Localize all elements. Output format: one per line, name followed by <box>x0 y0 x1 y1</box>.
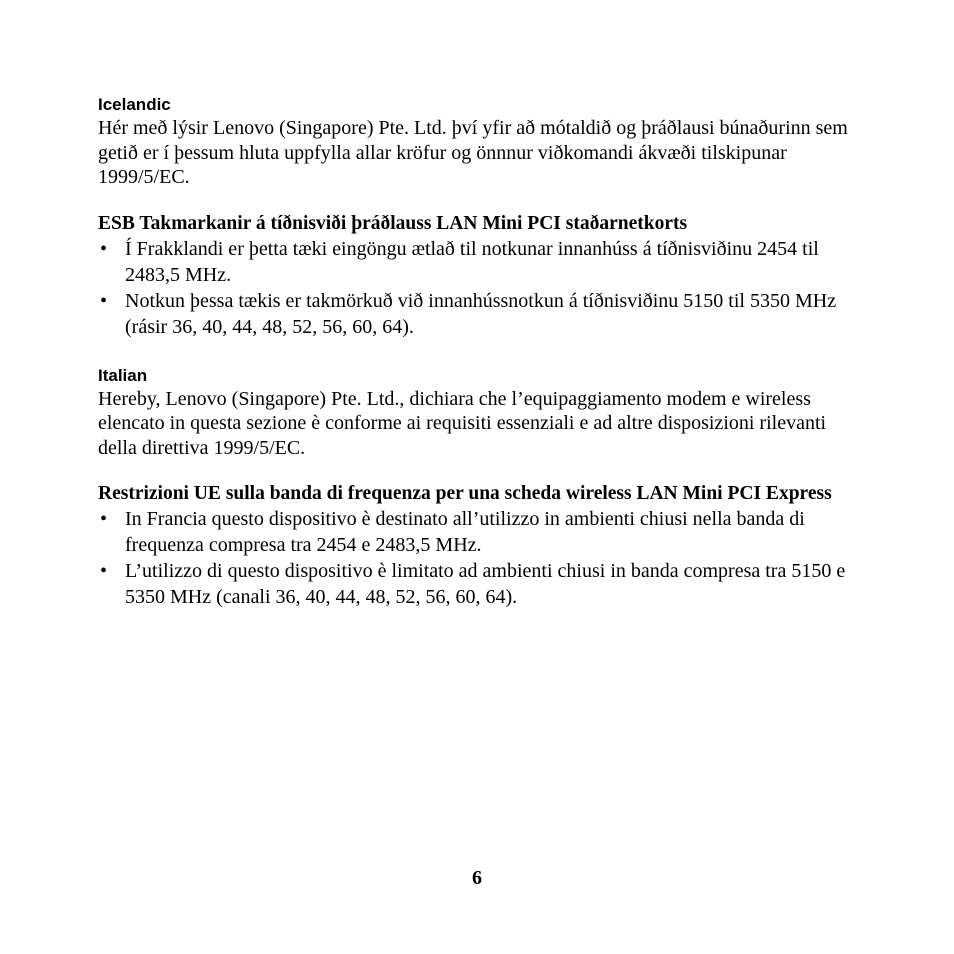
page-number: 6 <box>472 867 482 889</box>
section-subheading: ESB Takmarkanir á tíðnisviði þráðlauss LAN Mini PCI staðarnetkorts <box>98 212 688 234</box>
section-italian <box>98 365 868 611</box>
list-item-text: Í Frakklandi er þetta tæki eingöngu ætlað til notkunar innanhúss á tíðnisviðinu 2454 til 2483,5 MHz. <box>125 237 819 286</box>
section-paragraph: Hereby, Lenovo (Singapore) Pte. Ltd., dichiara che l’equipaggiamento modem e wireless elencato in questa sezione è conforme ai requisiti essenziali e ad altre disposizioni rilevanti della direttiva 1999/5/EC. <box>98 387 827 459</box>
list-item <box>98 506 868 558</box>
list-item <box>98 288 868 340</box>
section-subheading: Restrizioni UE sulla banda di frequenza per una scheda wireless LAN Mini PCI Express <box>98 483 832 504</box>
section-icelandic <box>98 94 868 340</box>
list-item-text: In Francia questo dispositivo è destinato all’utilizzo in ambienti chiusi nella banda di frequenza compresa tra 2454 e 2483,5 MHz. <box>125 508 805 556</box>
section-heading: Italian <box>98 365 148 385</box>
bullet-icon: • <box>100 289 108 312</box>
list-item-text: L’utilizzo di questo dispositivo è limitato ad ambienti chiusi in banda compresa tra 5150 e 5350 MHz (canali 36, 40, 44, 48, 52, 56, 60, 64). <box>125 560 846 608</box>
bullet-icon: • <box>100 237 108 260</box>
section-paragraph: Hér með lýsir Lenovo (Singapore) Pte. Ltd. því yfir að mótaldið og þráðlausi búnaðurinn sem getið er í þessum hluta uppfylla allar kröfur og önnnur viðkomandi ákvæði tilskipunar 1999/5/EC. <box>98 117 848 188</box>
bullet-icon: • <box>100 508 108 530</box>
document-page <box>98 94 868 610</box>
bullet-list <box>98 236 868 340</box>
list-item <box>98 558 868 610</box>
section-heading: Icelandic <box>98 95 171 114</box>
bullet-list <box>98 506 868 610</box>
bullet-icon: • <box>100 560 108 582</box>
list-item-text: Notkun þessa tækis er takmörkuð við innanhússnotkun á tíðnisviðinu 5150 til 5350 MHz (rásir 36, 40, 44, 48, 52, 56, 60, 64). <box>125 289 837 338</box>
list-item <box>98 236 868 288</box>
